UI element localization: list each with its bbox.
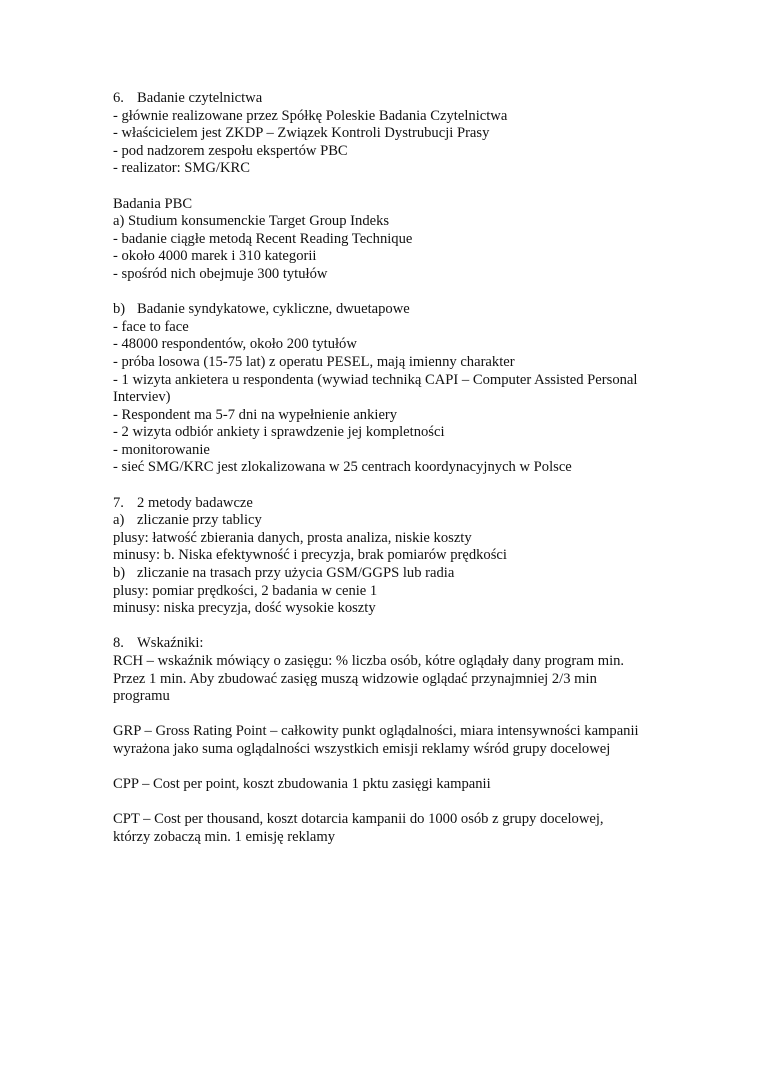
method-a-minus: minusy: b. Niska efektywność i precyzja, brak pomiarów prędkości	[113, 547, 507, 564]
method-b-plus: plusy: pomiar prędkości, 2 badania w cenie 1	[113, 582, 378, 599]
rch-line: programu	[113, 688, 170, 705]
section-7-heading	[113, 495, 673, 513]
list-item: - monitorowanie	[113, 441, 210, 458]
list-item: - face to face	[113, 318, 189, 335]
section-6-heading	[113, 90, 673, 108]
list-item: - około 4000 marek i 310 kategorii	[113, 248, 317, 265]
method-b-minus: minusy: niska precyzja, dość wysokie koszty	[113, 600, 376, 617]
list-item: - badanie ciągłe metodą Recent Reading Technique	[113, 230, 413, 247]
document-page	[113, 90, 673, 847]
subsection-label: a)	[113, 512, 125, 529]
pbc-heading: Badania PBC	[113, 195, 193, 212]
cpt-line: którzy zobaczą min. 1 emisję reklamy	[113, 828, 336, 845]
section-8-heading	[113, 635, 673, 653]
list-item: - spośród nich obejmuje 300 tytułów	[113, 265, 328, 282]
list-item: - realizator: SMG/KRC	[113, 160, 250, 177]
grp-line: GRP – Gross Rating Point – całkowity punkt oglądalności, miara intensywności kampanii	[113, 723, 639, 740]
list-item: - 1 wizyta ankietera u respondenta (wywiad techniką CAPI – Computer Assisted Personal Interviev)	[113, 371, 638, 406]
list-item: - Respondent ma 5-7 dni na wypełnienie ankiery	[113, 406, 398, 423]
section-number: 6.	[113, 90, 124, 106]
section-title: Badanie czytelnictwa	[137, 90, 263, 106]
rch-line: RCH – wskaźnik mówiący o zasięgu: % liczba osób, kótre oglądały dany program min.	[113, 653, 625, 669]
section-number: 7.	[113, 494, 124, 511]
section-title: Wskaźniki:	[137, 635, 204, 652]
list-item: - 48000 respondentów, około 200 tytułów	[113, 336, 357, 353]
list-item: - pod nadzorem zespołu ekspertów PBC	[113, 142, 348, 159]
rch-line: Przez 1 min. Aby zbudować zasięg muszą widzowie oglądać przynajmniej 2/3 min	[113, 670, 597, 687]
pbc-b-heading	[113, 301, 673, 319]
method-b	[113, 565, 673, 583]
subsection-title: Badanie syndykatowe, cykliczne, dwuetapowe	[137, 301, 410, 318]
list-item: - 2 wizyta odbiór ankiety i sprawdzenie jej kompletności	[113, 424, 445, 441]
section-title: 2 metody badawcze	[137, 494, 253, 511]
cpt-line: CPT – Cost per thousand, koszt dotarcia kampanii do 1000 osób z grupy docelowej,	[113, 811, 604, 828]
subsection-label: b)	[113, 301, 126, 318]
method-a-plus: plusy: łatwość zbierania danych, prosta analiza, niskie koszty	[113, 529, 472, 546]
cpp-line: CPP – Cost per point, koszt zbudowania 1 pktu zasięgi kampanii	[113, 776, 491, 793]
method-title: zliczanie przy tablicy	[137, 512, 262, 529]
list-item: - głównie realizowane przez Spółkę Poleskie Badania Czytelnictwa	[113, 107, 508, 124]
list-item: - sieć SMG/KRC jest zlokalizowana w 25 centrach koordynacyjnych w Polsce	[113, 459, 572, 476]
grp-line: wyrażona jako suma oglądalności wszystkich emisji reklamy wśród grupy docelowej	[113, 740, 611, 757]
section-number: 8.	[113, 635, 124, 652]
method-title: zliczanie na trasach przy użycia GSM/GGPS lub radia	[137, 565, 455, 582]
subsection-label: b)	[113, 565, 126, 582]
list-item: - właścicielem jest ZKDP – Związek Kontroli Dystrubucji Prasy	[113, 125, 490, 142]
list-item: - próba losowa (15-75 lat) z operatu PESEL, mają imienny charakter	[113, 353, 515, 370]
pbc-a-heading: a) Studium konsumenckie Target Group Indeks	[113, 213, 390, 230]
method-a	[113, 512, 673, 530]
